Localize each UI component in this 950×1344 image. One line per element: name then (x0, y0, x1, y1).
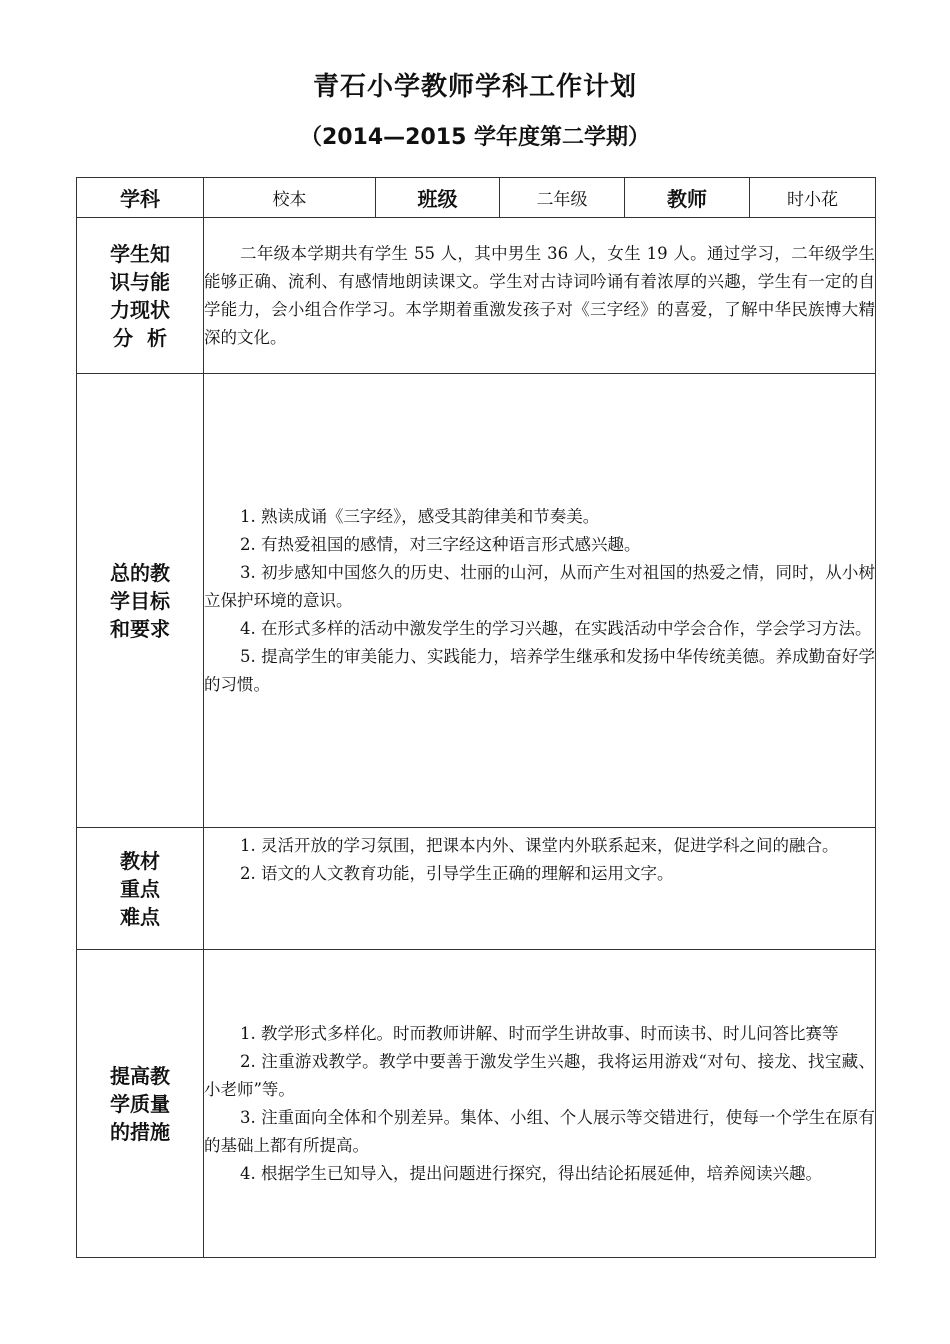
label-line: 总的教 (110, 560, 170, 585)
section-label-key-points (77, 828, 204, 950)
label-line: 学生知 (110, 241, 170, 266)
content-paragraph: 4. 根据学生已知导入，提出问题进行探究，得出结论拓展延伸，培养阅读兴趣。 (240, 1163, 822, 1183)
label-line: 分 析 (113, 325, 167, 350)
subject-label: 学科 (77, 178, 204, 218)
content-paragraph: 2. 语文的人文教育功能，引导学生正确的理解和运用文字。 (240, 864, 674, 883)
section-label-teaching-goals (77, 374, 204, 828)
section-label-student-analysis (77, 218, 204, 374)
label-line: 和要求 (110, 616, 170, 641)
content-paragraph: 1. 灵活开放的学习氛围，把课本内外、课堂内外联系起来，促进学科之间的融合。 (240, 836, 839, 855)
content-paragraph: 1. 教学形式多样化。时而教师讲解、时而学生讲故事、时而读书、时儿问答比赛等 (240, 1023, 839, 1043)
teacher-value: 时小花 (750, 178, 876, 218)
section-content-key-points (204, 828, 876, 950)
section-row-quality-measures (77, 950, 876, 1258)
section-content-quality-measures (204, 950, 876, 1258)
label-line: 提高教 (110, 1063, 170, 1088)
content-paragraph: 3. 初步感知中国悠久的历史、壮丽的山河，从而产生对祖国的热爱之情，同时，从小树立保护环境的意识。 (204, 562, 875, 610)
section-content-teaching-goals (204, 374, 876, 828)
teacher-label: 教师 (625, 178, 750, 218)
section-row-student-analysis (77, 218, 876, 374)
plan-table (76, 177, 876, 1258)
content-paragraph: 2. 注重游戏教学。教学中要善于激发学生兴趣，我将运用游戏“对句、接龙、找宝藏、小老师”等。 (204, 1051, 875, 1099)
subject-value: 校本 (204, 178, 376, 218)
section-row-teaching-goals (77, 374, 876, 828)
page-subtitle: （2014—2015 学年度第二学期） (299, 125, 651, 150)
class-value: 二年级 (500, 178, 625, 218)
label-line: 重点 (120, 876, 160, 901)
label-line: 教材 (120, 848, 160, 873)
section-content-student-analysis (204, 218, 876, 374)
content-paragraph: 5. 提高学生的审美能力、实践能力，培养学生继承和发扬中华传统美德。养成勤奋好学的习惯。 (204, 646, 875, 694)
label-line: 难点 (120, 904, 160, 929)
page-title: 青石小学教师学科工作计划 (312, 72, 637, 102)
section-label-quality-measures (77, 950, 204, 1258)
label-line: 的措施 (110, 1119, 170, 1144)
content-paragraph: 2. 有热爱祖国的感情，对三字经这种语言形式感兴趣。 (240, 534, 641, 554)
content-paragraph: 3. 注重面向全体和个别差异。集体、小组、个人展示等交错进行，使每一个学生在原有的基础上都有所提高。 (204, 1107, 875, 1155)
header-row (77, 178, 876, 218)
label-line: 力现状 (110, 297, 170, 322)
content-paragraph: 二年级本学期共有学生 55 人，其中男生 36 人，女生 19 人。通过学习，二年级学生能够正确、流利、有感情地朗读课文。学生对古诗词吟诵有着浓厚的兴趣，学生有一定的自学能力，会小组合作学习。本学期着重激发孩子对《三字经》的喜爱，了解中华民族博大精深的文化。 (204, 243, 875, 347)
class-label: 班级 (376, 178, 500, 218)
label-line: 学质量 (110, 1091, 170, 1116)
section-row-key-points (77, 828, 876, 950)
label-line: 识与能 (110, 269, 170, 294)
label-line: 学目标 (110, 588, 170, 613)
content-paragraph: 4. 在形式多样的活动中激发学生的学习兴趣，在实践活动中学会合作，学会学习方法。 (240, 618, 872, 638)
content-paragraph: 1. 熟读成诵《三字经》，感受其韵律美和节奏美。 (240, 506, 600, 526)
